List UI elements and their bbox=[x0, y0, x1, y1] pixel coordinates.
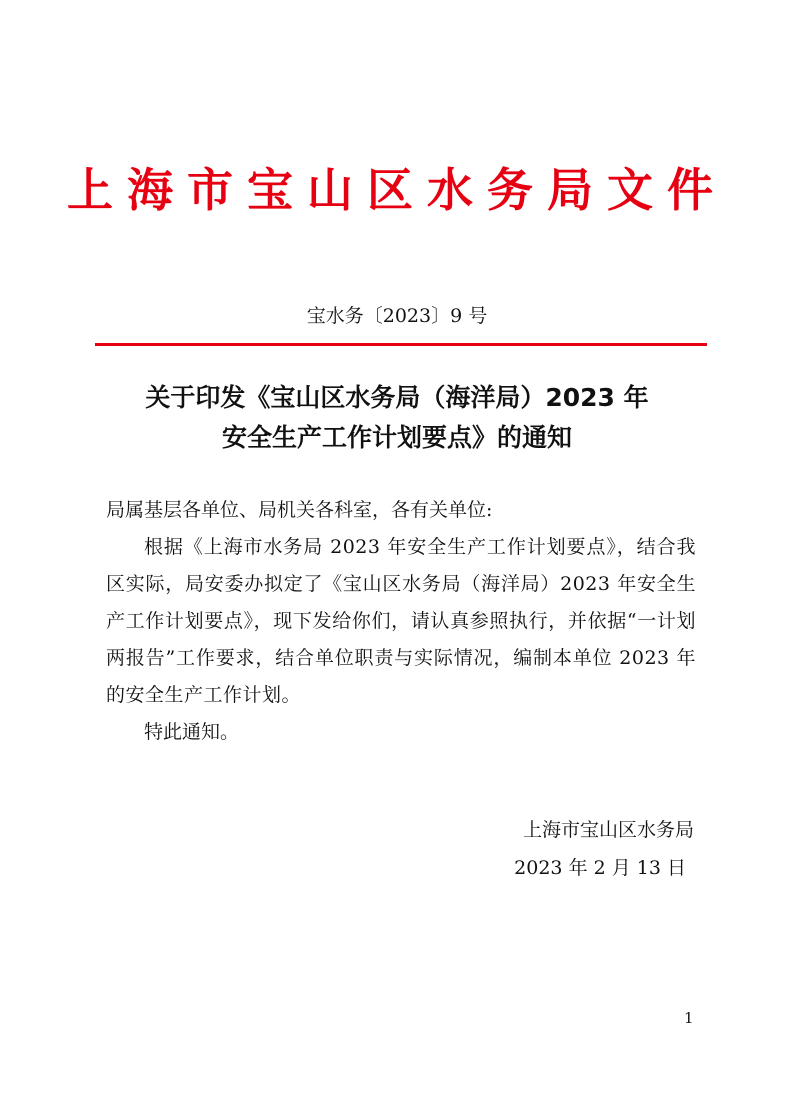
salutation: 局属基层各单位、局机关各科室，各有关单位: bbox=[106, 499, 493, 521]
signature-organization: 上海市宝山区水务局 bbox=[522, 819, 694, 841]
red-divider bbox=[95, 343, 707, 346]
document-number: 宝水务〔2023〕9 号 bbox=[306, 305, 488, 327]
title-line-2: 安全生产工作计划要点》的通知 bbox=[221, 423, 572, 452]
issuer-banner: 上海市宝山区水务局文件 bbox=[67, 163, 727, 217]
document-body bbox=[106, 492, 696, 751]
body-paragraph: 根据《上海市水务局 2023 年安全生产工作计划要点》，结合我区实际，局安委办拟定了《宝山区水务局（海洋局）2023 年安全生产工作计划要点》，现下发给你们，请认真参照执行，并依据“一计划两报告”工作要求，结合单位职责与实际情况，编制本单位 2023 年的安全生产工作计划。 bbox=[106, 536, 696, 706]
document-title bbox=[80, 378, 714, 458]
signature-date: 2023 年 2 月 13 日 bbox=[514, 857, 686, 879]
page-number: 1 bbox=[684, 1009, 694, 1027]
title-line-1: 关于印发《宝山区水务局（海洋局）2023 年 bbox=[145, 383, 649, 412]
closing-line: 特此通知。 bbox=[144, 721, 240, 743]
